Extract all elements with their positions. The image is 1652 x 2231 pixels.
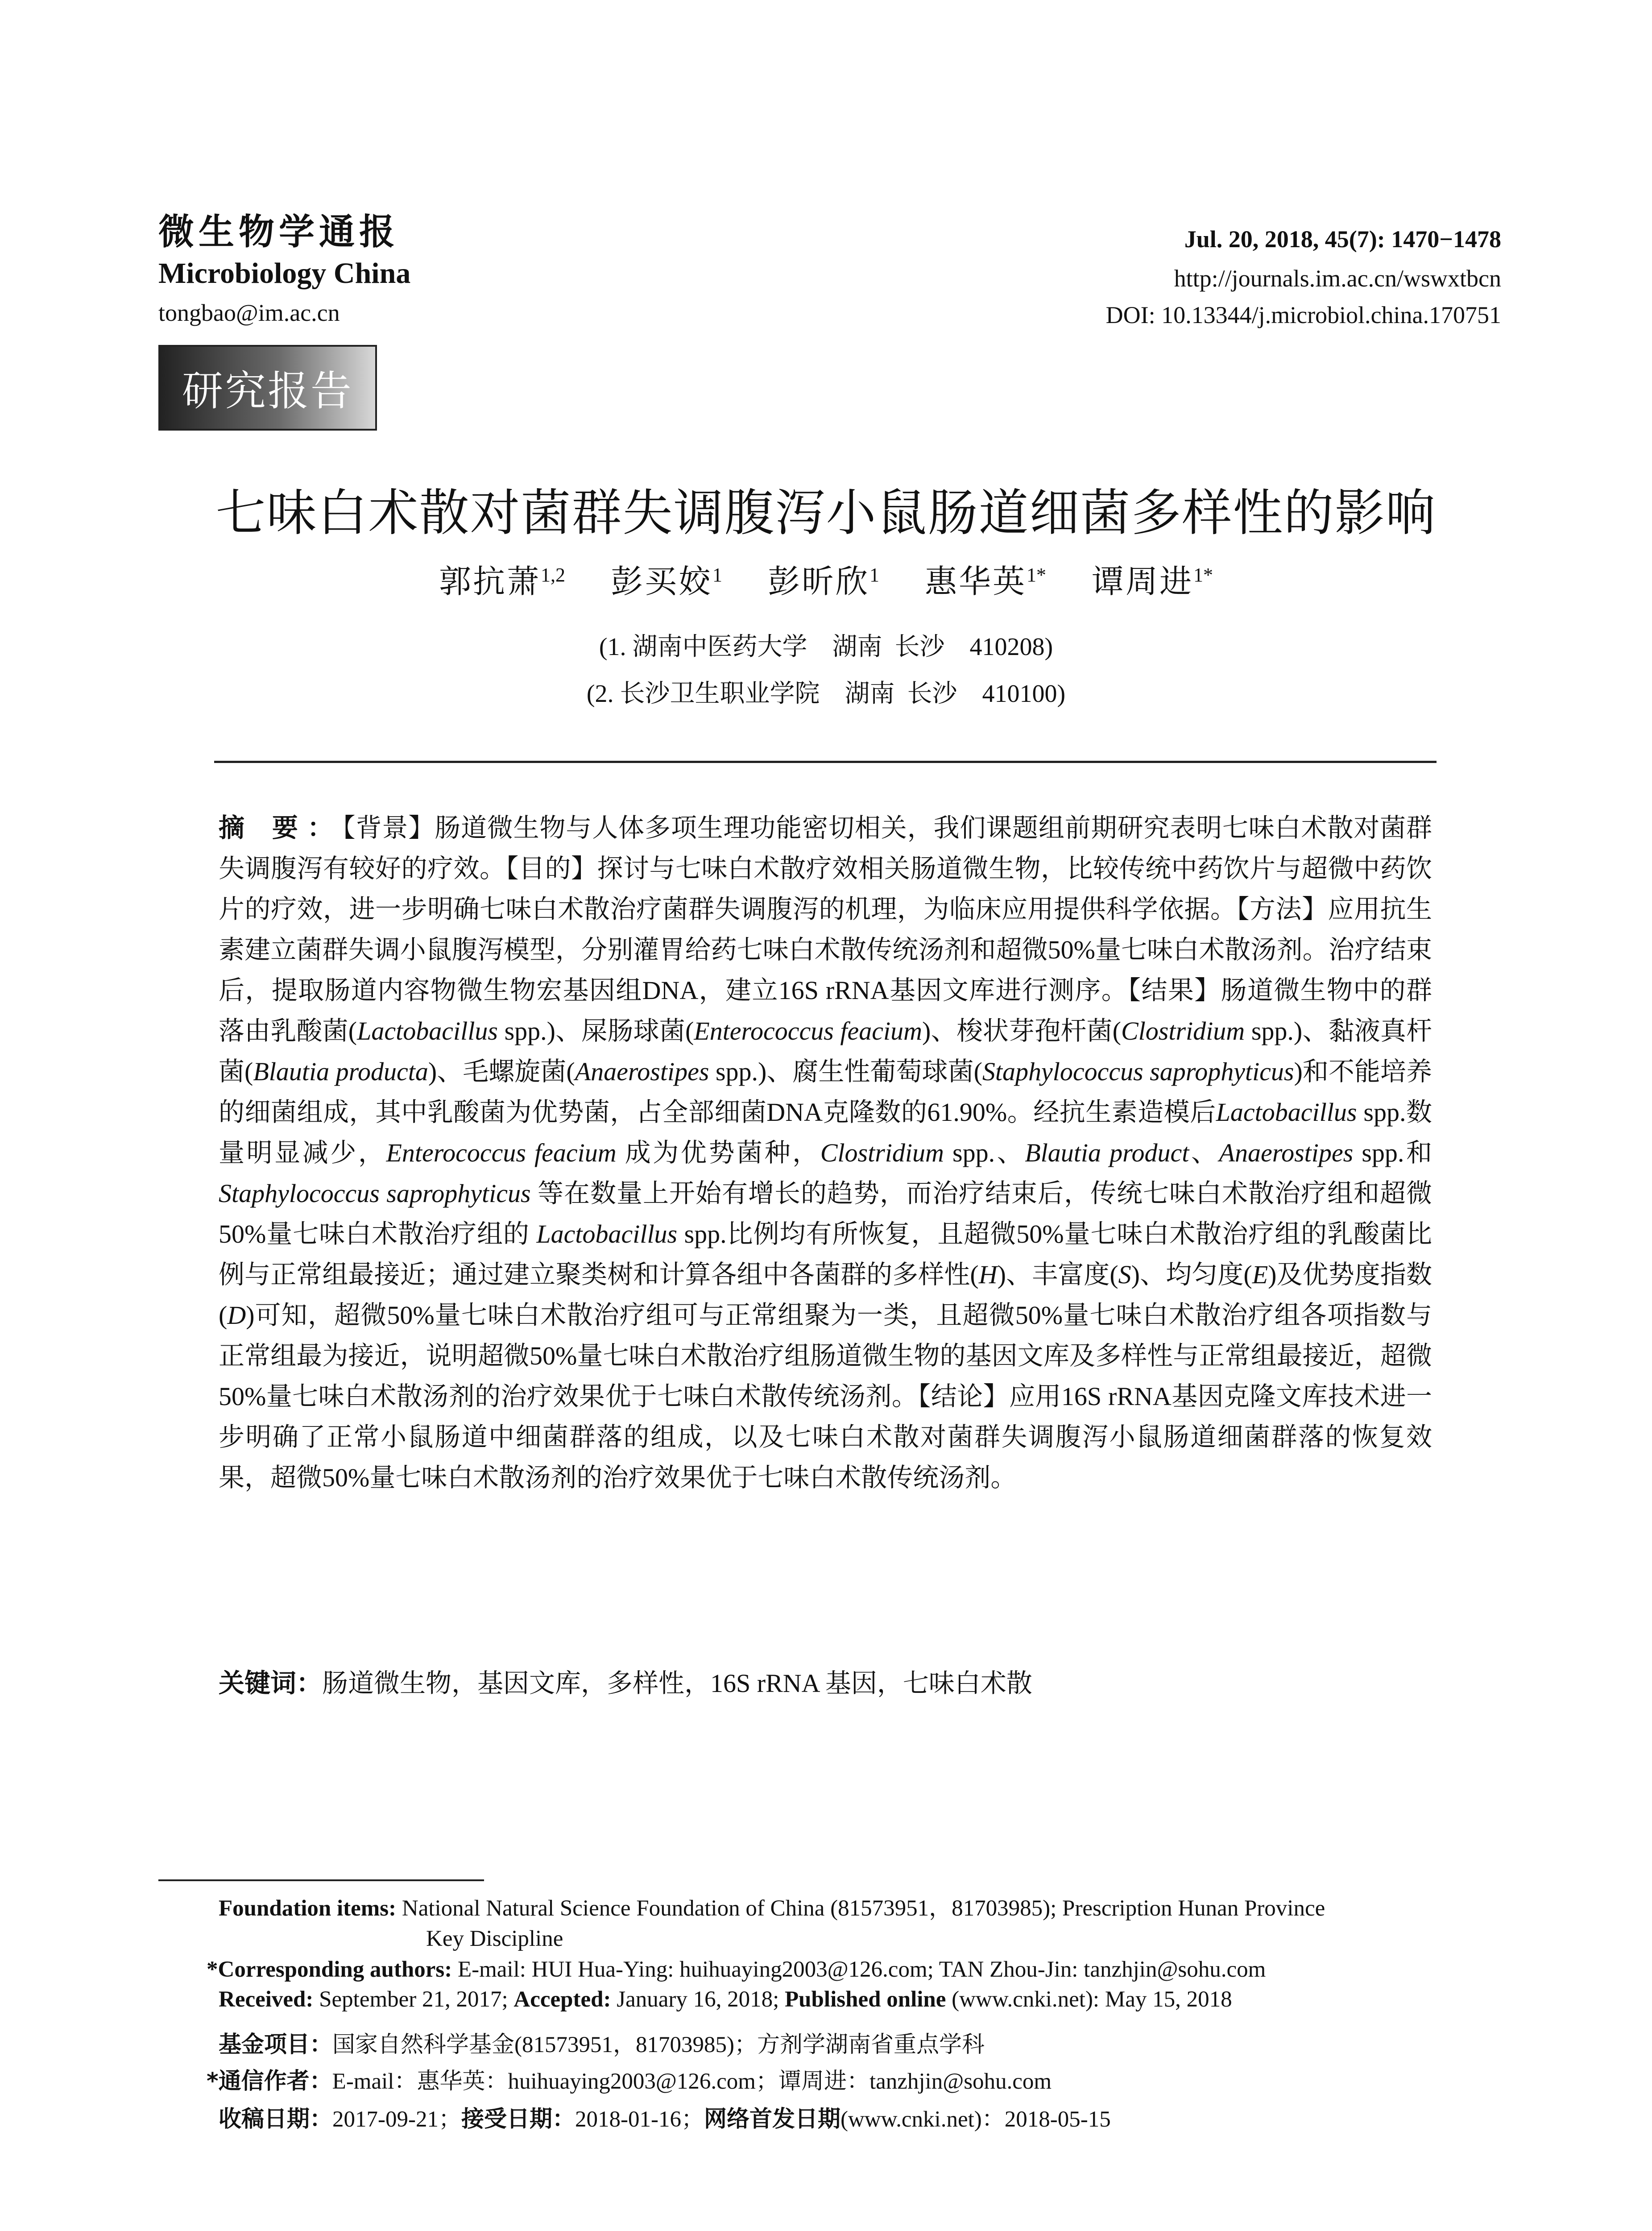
footnote-dates-cn: 收稿日期：2017-09-21；接受日期：2018-01-16；网络首发日期(www.cnki.net)：2018-05-15	[219, 2106, 1111, 2132]
keywords	[219, 1662, 1432, 1700]
affiliation-2: (2. 长沙卫生职业学院 湖南 长沙 410100)	[586, 680, 1066, 708]
abstract: 摘 要：【背景】肠道微生物与人体多项生理功能密切相关，我们课题组前期研究表明七味白术散对菌群失调腹泻有较好的疗效。【目的】探讨与七味白术散疗效相关肠道微生物，比较传统中药饮片与超微中药饮片的疗效，进一步明确七味白术散治疗菌群失调腹泻的机理，为临床应用提供科学依据。【方法】应用抗生素建立菌群失调小鼠腹泻模型，分别灌胃给药七味白术散传统汤剂和超微50%量七味白术散汤剂。治疗结束后，提取肠道内容物微生物宏基因组DNA，建立16S rRNA基因文库进行测序。【结果】肠道微生物中的群落由乳酸菌(Lactobacillus spp.)、屎肠球菌(Enterococcus feacium)、梭状芽孢杆菌(Clostridium spp.)、黏液真杆菌(Blautia producta)、毛螺旋菌(Anaerostipes spp.)、腐生性葡萄球菌(Staphylococcus saprophyticus)和不能培养的细菌组成，其中乳酸菌为优势菌，占全部细菌DNA克隆数的61.90%。经抗生素造模后Lactobacillus spp.数量明显减少，Enterococcus feacium 成为优势菌种，Clostridium spp.、Blautia product、Anaerostipes spp.和 Staphylococcus saprophyticus 等在数量上开始有增长的趋势，而治疗结束后，传统七味白术散治疗组和超微50%量七味白术散治疗组的 Lactobacillus spp.比例均有所恢复，且超微50%量七味白术散治疗组的乳酸菌比例与正常组最接近；通过建立聚类树和计算各组中各菌群的多样性(H)、丰富度(S)、均匀度(E)及优势度指数(D)可知，超微50%量七味白术散治疗组可与正常组聚为一类，且超微50%量七味白术散治疗组各项指数与正常组最为接近，说明超微50%量七味白术散治疗组肠道微生物的基因文库及多样性与正常组最接近，超微50%量七味白术散汤剂的治疗效果优于七味白术散传统汤剂。【结论】应用16S rRNA基因克隆文库技术进一步明确了正常小鼠肠道中细菌群落的组成，以及七味白术散对菌群失调腹泻小鼠肠道细菌群落的恢复效果，超微50%量七味白术散汤剂的治疗效果优于七味白术散传统汤剂。	[219, 813, 1433, 1492]
journal-name-cn: 微生物学通报	[158, 211, 399, 253]
footnote-corresponding-cn: *通信作者：E-mail：惠华英：huihuaying2003@126.com；谭周进：tanzhjin@sohu.com	[207, 2068, 1052, 2094]
section-tag: 研究报告	[158, 345, 377, 431]
footnote-divider	[158, 1879, 484, 1881]
journal-email: tongbao@im.ac.cn	[158, 299, 340, 326]
author: 彭昕欣$^1$	[767, 564, 879, 600]
author: 彭买姣$^1$	[610, 564, 722, 600]
doi: DOI: 10.13344/j.microbiol.china.170751	[1105, 302, 1501, 328]
journal-name-en: Microbiology China	[158, 257, 411, 290]
issue-info: Jul. 20, 2018, 45(7): 1470−1478	[1184, 226, 1501, 253]
author-list	[0, 556, 1652, 602]
paper-title: 七味白术散对菌群失调腹泻小鼠肠道细菌多样性的影响	[215, 484, 1437, 542]
affiliation-1: (1. 湖南中医药大学 湖南 长沙 410208)	[599, 633, 1053, 661]
author: 郭抗萧$^{1,2}$	[439, 564, 565, 600]
abstract-label: 摘 要：	[219, 813, 343, 843]
author: 惠华英$^{1*}$	[925, 564, 1047, 600]
footnote-corresponding: *Corresponding authors: E-mail: HUI Hua-Ying: huihuaying2003@126.com; TAN Zhou-Jin: tanzhjin@sohu.com	[207, 1957, 1266, 1982]
journal-url: http://journals.im.ac.cn/wswxtbcn	[1174, 265, 1501, 292]
footnote-dates: Received: September 21, 2017; Accepted: January 16, 2018; Published online (www.cnki.net): May 15, 2018	[219, 1987, 1232, 2012]
footnote-foundation: Foundation items: National Natural Science Foundation of China (81573951，81703985); Prescription Hunan Province Key Discipline	[219, 1896, 1325, 1951]
divider	[214, 761, 1437, 763]
keywords-label: 关键词：	[219, 1668, 323, 1698]
footnote-foundation-cn: 基金项目：国家自然科学基金(81573951，81703985)；方剂学湖南省重点学科	[219, 2032, 985, 2058]
author: 谭周进$^{1*}$	[1092, 564, 1213, 600]
keywords-text: 肠道微生物，基因文库，多样性，16S rRNA 基因，七味白术散	[322, 1669, 1032, 1698]
